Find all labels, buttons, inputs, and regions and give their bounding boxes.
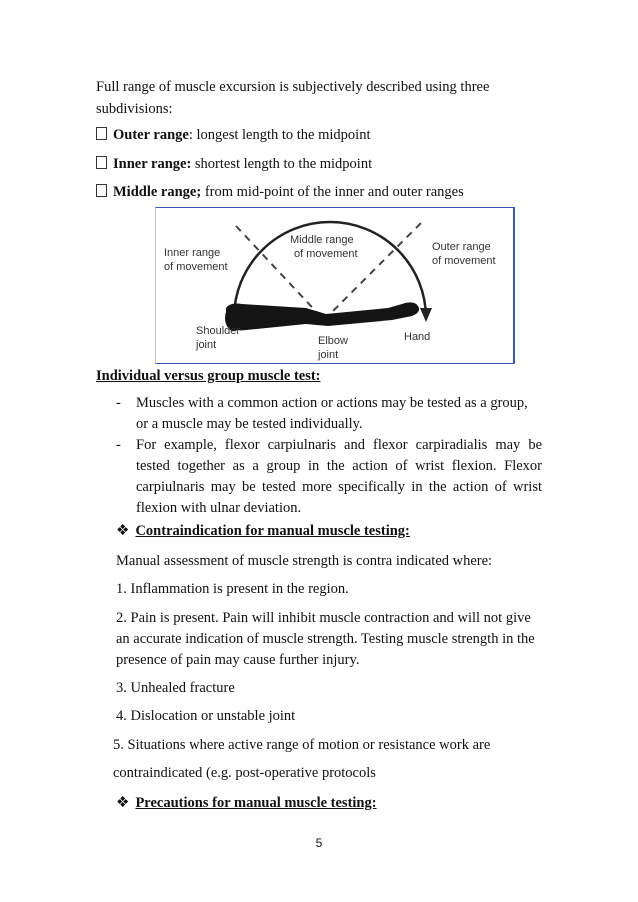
intro-line-1: Full range of muscle excursion is subjectively described using three <box>96 79 490 95</box>
elbow-label-2: joint <box>318 349 339 361</box>
contraindication-item-2-line-1: 2. Pain is present. Pain will inhibit muscle contraction and will not give <box>116 610 531 626</box>
range-sep: : <box>188 127 193 143</box>
range-term: Middle range; <box>113 184 202 200</box>
range-term: Inner range: <box>113 156 192 172</box>
list-item <box>136 435 542 519</box>
range-of-movement-figure <box>155 207 515 364</box>
arrow-right-icon <box>420 308 432 322</box>
outer-range-label-2: of movement <box>432 255 496 267</box>
contraindication-item-5-line-2: contraindicated (e.g. post-operative protocols <box>113 765 376 781</box>
arm-silhouette <box>226 302 419 330</box>
list-item-line: or a muscle may be tested individually. <box>136 416 363 432</box>
middle-range-label-2: of movement <box>294 248 358 260</box>
contraindication-item-1: 1. Inflammation is present in the region. <box>116 581 349 597</box>
range-term: Outer range <box>113 127 189 143</box>
list-dash: - <box>116 395 121 411</box>
contraindication-item-5-line-1: 5. Situations where active range of motion or resistance work are <box>113 737 491 753</box>
range-middle <box>96 182 464 202</box>
page-number: 5 <box>315 836 323 850</box>
range-outer <box>96 125 371 145</box>
section-heading-text: Precautions for manual muscle testing: <box>135 795 377 811</box>
list-item-line: flexion with ulnar deviation. <box>136 500 302 516</box>
intro-line-2: subdivisions: <box>96 101 173 117</box>
diamond-bullet-icon: ❖ <box>116 795 130 811</box>
contraindication-item-4: 4. Dislocation or unstable joint <box>116 708 296 724</box>
shoulder-label: Shoulder <box>196 325 241 337</box>
list-item-line: carpiulnaris may be tested more specifically in the action of wrist <box>136 479 542 495</box>
contraindication-item-3: 3. Unhealed fracture <box>116 680 235 696</box>
elbow-label: Elbow <box>318 335 348 347</box>
range-inner <box>96 154 372 174</box>
checkbox-bullet-icon <box>96 184 107 197</box>
section-heading-individual-group: Individual versus group muscle test: <box>96 368 321 384</box>
section-heading-text: Contraindication for manual muscle testing: <box>135 523 410 539</box>
contraindication-intro: Manual assessment of muscle strength is contra indicated where: <box>116 553 493 569</box>
checkbox-bullet-icon <box>96 156 107 169</box>
arm-arc-diagram <box>156 208 513 363</box>
diamond-bullet-icon: ❖ <box>116 523 130 539</box>
inner-range-label: Inner range <box>164 247 221 259</box>
hand-label: Hand <box>404 331 431 343</box>
list-item-line: Muscles with a common action or actions may be tested as a group, <box>136 395 528 411</box>
range-desc: shortest length to the midpoint <box>191 156 373 172</box>
contraindication-item-2-line-2: an accurate indication of muscle strength. Testing muscle strength in the <box>116 631 535 647</box>
section-heading-contraindication <box>116 521 410 541</box>
list-item-line: For example, flexor carpiulnaris and flexor carpiradialis may be <box>136 437 542 453</box>
list-item <box>136 393 542 435</box>
range-desc: from mid-point of the inner and outer ranges <box>201 184 464 200</box>
range-desc: longest length to the midpoint <box>192 127 371 143</box>
outer-range-label: Outer range <box>432 241 491 253</box>
inner-range-label-2: of movement <box>164 261 228 273</box>
contraindication-item-2-line-3: presence of pain may cause further injury. <box>116 652 360 668</box>
list-dash: - <box>116 437 121 453</box>
checkbox-bullet-icon <box>96 127 107 140</box>
middle-range-label: Middle range <box>290 234 354 246</box>
section-heading-precautions <box>116 793 377 813</box>
list-item-line: tested together as a group in the action of wrist flexion. Flexor <box>136 458 542 474</box>
shoulder-label-2: joint <box>196 339 217 351</box>
